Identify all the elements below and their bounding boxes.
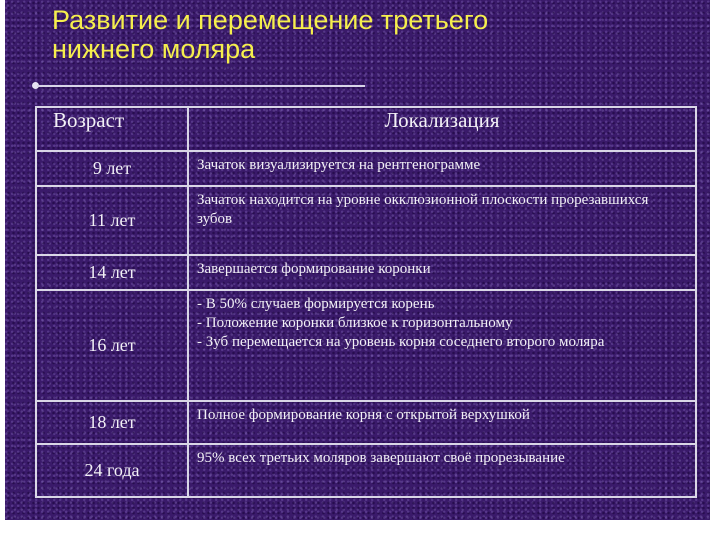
location-text: Зачаток находится на уровне окклюзионной плоскости прорезавшихся зубов (197, 192, 649, 227)
location-cell (188, 255, 696, 290)
table-row (36, 255, 696, 290)
header-location: Локализация (188, 107, 696, 151)
location-cell (188, 444, 696, 497)
location-text: 95% всех третьих моляров завершают своё прорезывание (197, 450, 565, 466)
age-cell: 14 лет (36, 255, 188, 290)
table-row (36, 401, 696, 444)
location-text: - В 50% случаев формируется корень (197, 296, 435, 312)
table-row (36, 444, 696, 497)
slide (5, 0, 710, 520)
table-row (36, 151, 696, 186)
location-text: Полное формирование корня с открытой верхушкой (197, 407, 530, 423)
age-cell: 18 лет (36, 401, 188, 444)
location-text: Зачаток визуализируется на рентгенограмме (197, 157, 481, 173)
location-cell (188, 151, 696, 186)
table-row (36, 290, 696, 401)
header-age: Возраст (36, 107, 188, 151)
slide-title: Развитие и перемещение третьего нижнего моляра (52, 5, 489, 64)
table-header-row (36, 107, 696, 151)
age-cell: 16 лет (36, 290, 188, 401)
location-text: - Зуб перемещается на уровень корня соседнего второго моляра (197, 334, 605, 350)
location-cell (188, 290, 696, 401)
table-row (36, 186, 696, 255)
location-text: - Положение коронки близкое к горизонтальному (197, 315, 513, 331)
location-text: Завершается формирование коронки (197, 261, 431, 277)
location-cell (188, 186, 696, 255)
development-table (35, 106, 697, 498)
title-divider (37, 85, 365, 87)
age-cell: 9 лет (36, 151, 188, 186)
age-cell: 11 лет (36, 186, 188, 255)
age-cell: 24 года (36, 444, 188, 497)
location-cell (188, 401, 696, 444)
